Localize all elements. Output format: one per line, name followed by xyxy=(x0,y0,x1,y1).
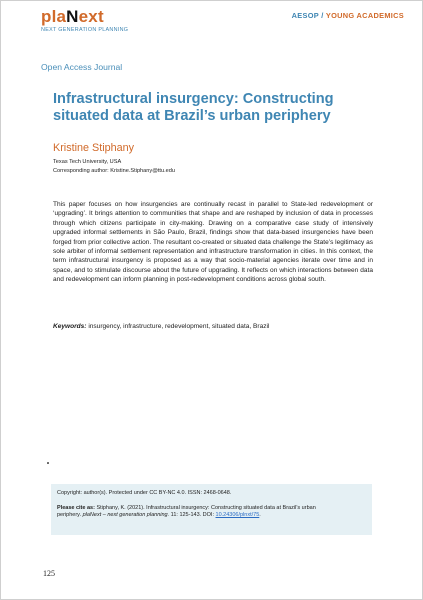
logo-wordmark xyxy=(41,7,104,27)
header-separator: / xyxy=(321,11,324,20)
logo-tagline: NEXT GENERATION PLANNING xyxy=(41,27,129,33)
citation-box xyxy=(51,484,372,535)
keywords xyxy=(53,323,373,330)
cite-as-line-1 xyxy=(57,505,366,513)
logo-post: ext xyxy=(78,7,104,26)
keywords-label: Keywords: xyxy=(53,323,87,330)
doi-link[interactable]: 10.24306/plnxt/75 xyxy=(215,512,260,519)
author-affiliation-block xyxy=(53,158,175,176)
author-affiliation: Texas Tech University, USA xyxy=(53,159,122,165)
logo-pre: pla xyxy=(41,7,67,26)
article-author: Kristine Stiphany xyxy=(53,142,135,154)
cite-journal: plaNext – next generation planning. xyxy=(82,512,170,519)
corresponding-author: Corresponding author: Kristine.Stiphany@ttu.edu xyxy=(53,168,175,174)
cite-label: Please cite as: xyxy=(57,504,95,511)
cite-pages: 11: 125-143. DOI: xyxy=(170,512,214,519)
cite-end: . xyxy=(259,512,261,519)
logo-n: N xyxy=(66,7,79,26)
article-title: Infrastructural insurgency: Constructing situated data at Brazil’s urban periphery xyxy=(53,91,334,124)
keywords-list: insurgency, infrastructure, redevelopment, situated data, Brazil xyxy=(88,323,270,330)
decorative-dot xyxy=(47,462,49,464)
cite-as-line-2 xyxy=(57,512,366,520)
page-number: 125 xyxy=(43,569,55,578)
copyright-notice: Copyright: author(s). Protected under CC BY-NC 4.0. ISSN: 2468-0648. xyxy=(57,490,232,496)
abstract: This paper focuses on how insurgencies are continually recast in parallel to State-led redevelopment or ‘upgrading’. It brings attention to communities that shape and are reshaped by inclusion of data in processes through which citizens participate in city-making. Drawing on a comparative case study of intensively upgraded informal settlements in São Paulo, Brazil, findings show that data-based insurgencies have been forged from prior collective action. The resultant co-created or situated data challenge the State’s legitimacy as sole arbiter of informal settlement representation and infrastructure transformation in cities. In this context, the term infrastructural insurgency is proposed as a way that socio-material agencies iterate over time and in space, and to stimulate discourse about the future of upgrading. It reflects on which interactions between data and redevelopment can inform planning in post-redevelopment conditions across global south. xyxy=(53,201,373,284)
section-name: YOUNG ACADEMICS xyxy=(325,11,404,20)
org-name: AESOP xyxy=(291,11,319,20)
journal-label: Open Access Journal xyxy=(41,62,123,72)
cite-text: Stiphany, K. (2021). Infrastructural insurgency: Constructing situated data at Brazil’s urban xyxy=(96,504,316,511)
header-section-label xyxy=(292,11,404,20)
citation-spacer xyxy=(57,498,366,505)
planext-logo xyxy=(41,7,129,33)
cite-periphery: periphery. xyxy=(57,512,82,519)
